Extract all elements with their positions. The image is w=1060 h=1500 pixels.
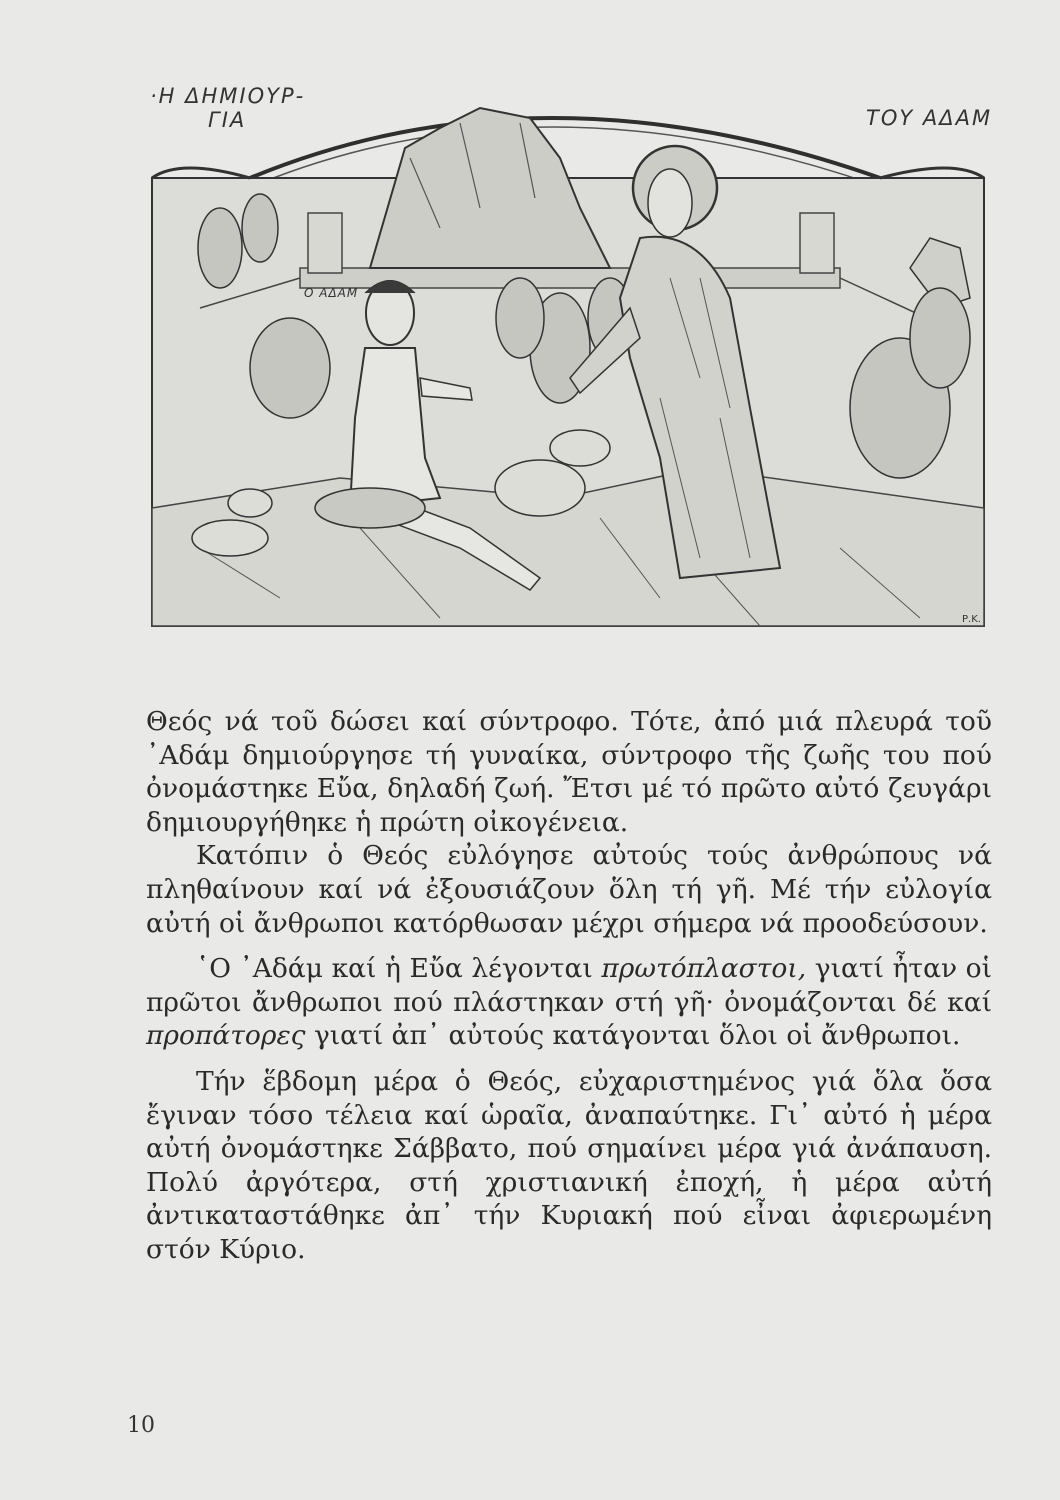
paragraph-3-part-c: γιατί ἀπ᾿ αὐτούς κατάγονται ὅλοι οἱ ἄνθρωποι. <box>305 1020 961 1052</box>
paragraph-1: Θεός νά τοῦ δώσει καί σύντροφο. Τότε, ἀπό μιά πλευρά τοῦ ᾿Αδάμ δημιούργησε τή γυναίκα, σύντροφο τῆς ζωῆς του πού ὀνομάστηκε Εὔα, δηλαδή ζωή. Ἔτσι μέ τό πρῶτο αὐτό ζευγάρι δημιουργήθηκε ἡ πρώτη οἰκογένεια. <box>146 706 992 838</box>
term-propatores: προπάτορες <box>146 1020 306 1052</box>
paragraph-3 <box>146 952 992 1053</box>
paragraph-4: Τήν ἕβδομη μέρα ὁ Θεός, εὐχαριστημένος γιά ὅλα ὅσα ἔγιναν τόσο τέλεια καί ὡραῖα, ἀναπαύτηκε. Γι᾿ αὐτό ἡ μέρα αὐτή ὀνομάστηκε Σάββατο, πού σημαίνει μέρα γιά ἀνάπαυση. Πολύ ἀργότερα, στή χριστιανική ἐποχή, ἡ μέρα αὐτή ἀντικαταστάθηκε ἀπ᾿ τήν Κυριακή πού εἶναι ἀφιερωμένη στόν Κύριο. <box>146 1065 992 1265</box>
artist-signature: Ρ.Κ. <box>962 614 981 625</box>
paragraph-3-part-a: ῾Ο ᾿Αδάμ καί ἡ Εὔα λέγονται <box>196 953 602 985</box>
label-adam: Ο ΑΔΑΜ <box>304 286 359 300</box>
paragraph-2: Κατόπιν ὁ Θεός εὐλόγησε αὐτούς τούς ἀνθρώπους νά πληθαίνουν καί νά ἐξουσιάζουν ὅλη τή γῆ. Μέ τήν εὐλογία αὐτή οἱ ἄνθρωποι κατόρθωσαν μέχρι σήμερα νά προοδεύσουν. <box>146 840 992 939</box>
caption-of-adam: ΤΟΥ ΑΔΑΜ <box>866 106 993 130</box>
body-text <box>146 705 992 1267</box>
page-number: 10 <box>127 1413 155 1438</box>
caption-creation <box>150 84 305 132</box>
creation-of-adam-illustration <box>140 78 995 638</box>
term-protoplastoi: πρωτόπλαστοι, <box>601 953 807 985</box>
paragraph-3-part-b: γιατί ἦταν οἱ πρῶτοι ἄνθρωποι πού πλάστηκαν στή γῆ· ὀνομάζονται δέ καί <box>146 953 992 1018</box>
caption-line-2: ΓΙΑ <box>208 108 247 132</box>
caption-line-1: ·Η ΔΗΜΙΟΥΡ- <box>150 84 306 108</box>
